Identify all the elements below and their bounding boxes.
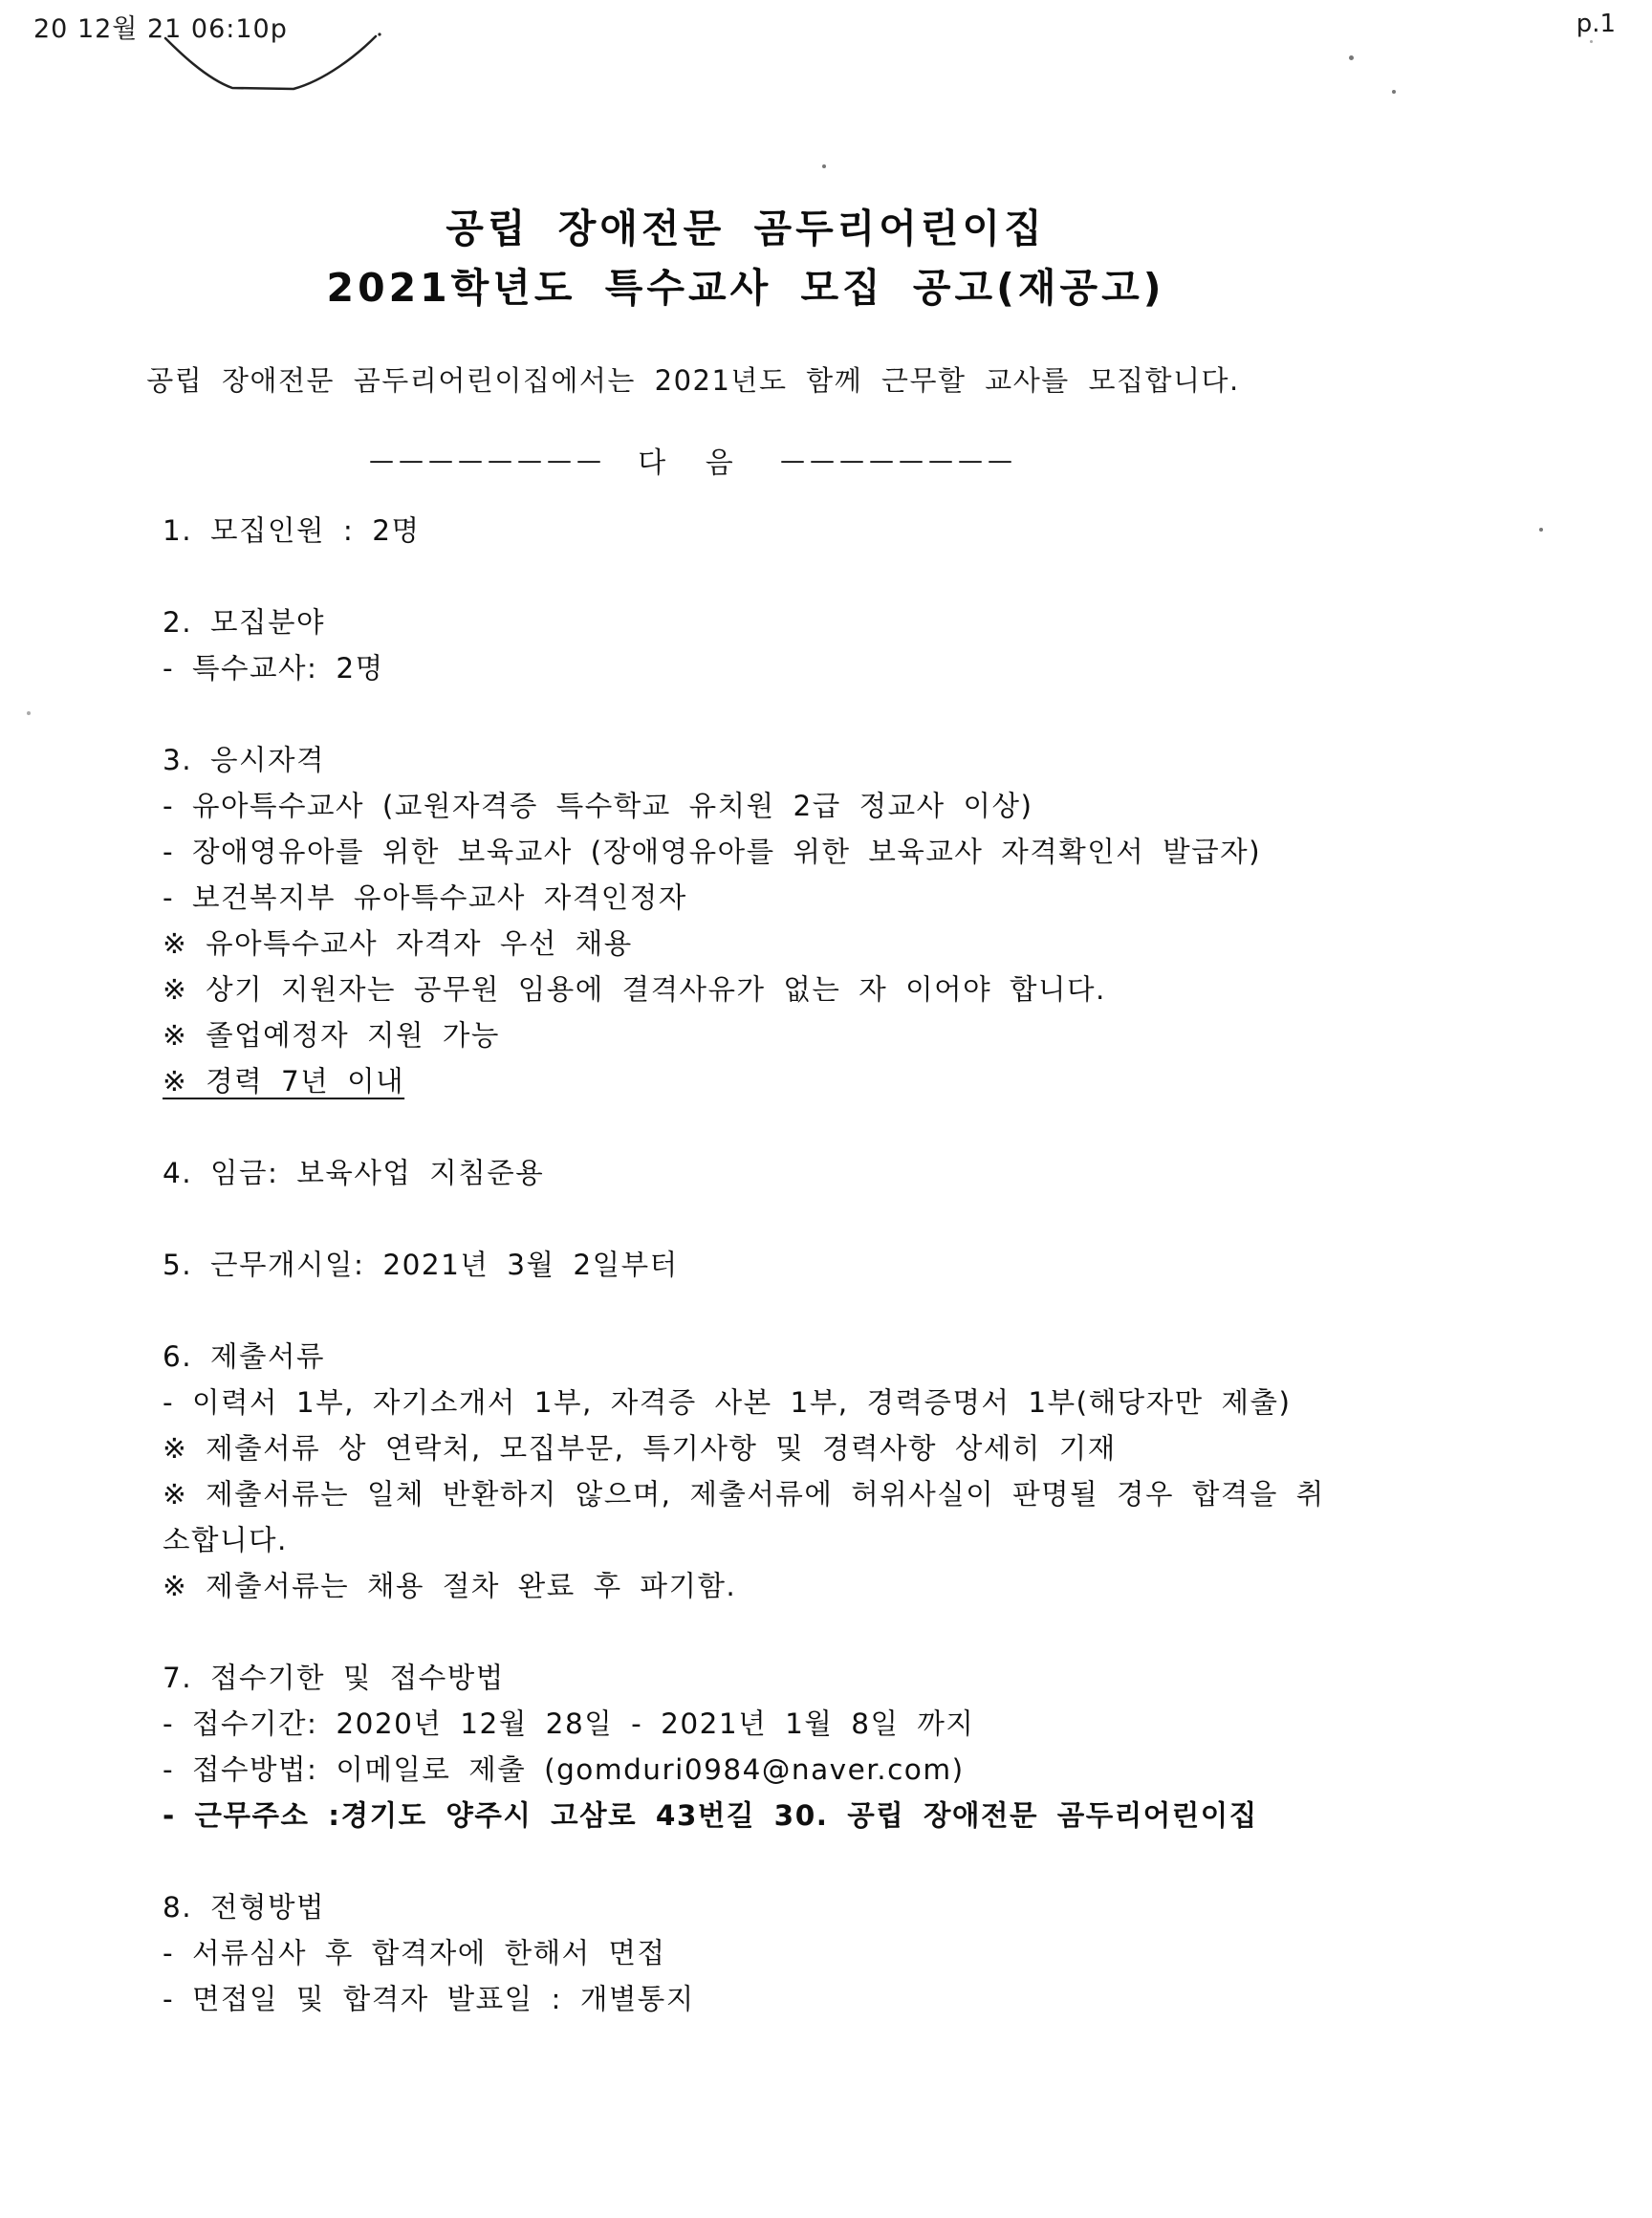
document-body bbox=[0, 508, 1652, 2022]
document-line: ※ 졸업예정자 지원 가능 bbox=[163, 1019, 500, 1052]
document-line: 소합니다. bbox=[163, 1524, 288, 1556]
document-line: - 보건복지부 유아특수교사 자격인정자 bbox=[163, 881, 687, 914]
document-line: 7. 접수기한 및 접수방법 bbox=[163, 1662, 505, 1694]
document-line: - 면접일 및 합격자 발표일 : 개별통지 bbox=[163, 1983, 695, 2015]
document-title-block bbox=[0, 199, 1491, 317]
divider-dashes-right: ———————— bbox=[779, 446, 1017, 475]
document-line: 6. 제출서류 bbox=[163, 1340, 326, 1373]
intro-paragraph: 공립 장애전문 곰두리어린이집에서는 2021년도 함께 근무할 교사를 모집합니다. bbox=[146, 364, 1240, 397]
fax-timestamp: 20 12월 21 06:10p bbox=[33, 14, 288, 44]
document-section-4 bbox=[163, 1150, 1556, 1196]
divider-dashes-left: ———————— bbox=[369, 446, 607, 475]
document-line: ※ 유아특수교사 자격자 우선 채용 bbox=[163, 927, 633, 960]
document-line: - 접수방법: 이메일로 제출 (gomduri0984@naver.com) bbox=[163, 1753, 965, 1786]
document-section-5 bbox=[163, 1242, 1556, 1288]
document-line: 1. 모집인원 : 2명 bbox=[163, 514, 421, 547]
document-line: 2. 모집분야 bbox=[163, 606, 326, 639]
document-line: 4. 임금: 보육사업 지침준용 bbox=[163, 1157, 545, 1189]
document-line: - 유아특수교사 (교원자격증 특수학교 유치원 2급 정교사 이상) bbox=[163, 790, 1033, 822]
document-line: ※ 경력 7년 이내 bbox=[163, 1065, 405, 1098]
document-line: 8. 전형방법 bbox=[163, 1891, 326, 1924]
document-section-1 bbox=[163, 508, 1556, 554]
divider-label: 다 음 bbox=[638, 446, 749, 480]
document-title-line2: 2021학년도 특수교사 모집 공고(재공고) bbox=[326, 265, 1165, 311]
section-divider bbox=[0, 439, 1386, 481]
document-line: 3. 응시자격 bbox=[163, 744, 326, 776]
document-line: - 특수교사: 2명 bbox=[163, 652, 384, 685]
document-line: ※ 제출서류 상 연락처, 모집부문, 특기사항 및 경력사항 상세히 기재 bbox=[163, 1432, 1117, 1465]
document-line: - 서류심사 후 합격자에 한해서 면접 bbox=[163, 1937, 666, 1969]
document-line: ※ 제출서류는 채용 절차 완료 후 파기함. bbox=[163, 1570, 737, 1602]
document-line: - 근무주소 :경기도 양주시 고삼로 43번길 30. 공립 장애전문 곰두리어린이집 bbox=[163, 1799, 1258, 1832]
document-title-line1: 공립 장애전문 곰두리어린이집 bbox=[446, 206, 1046, 251]
document-line: - 접수기간: 2020년 12월 28일 - 2021년 1월 8일 까지 bbox=[163, 1707, 975, 1740]
document-section-3 bbox=[163, 737, 1556, 1104]
document-line: 5. 근무개시일: 2021년 3월 2일부터 bbox=[163, 1249, 679, 1281]
fax-page-number: p.1 bbox=[1576, 10, 1616, 38]
document-line: - 이력서 1부, 자기소개서 1부, 자격증 사본 1부, 경력증명서 1부(해당자만 제출) bbox=[163, 1386, 1292, 1419]
document-line: - 장애영유아를 위한 보육교사 (장애영유아를 위한 보육교사 자격확인서 발급자) bbox=[163, 836, 1262, 868]
document-section-6 bbox=[163, 1334, 1556, 1609]
document-section-8 bbox=[163, 1884, 1556, 2022]
document-section-7 bbox=[163, 1655, 1556, 1838]
document-section-2 bbox=[163, 599, 1556, 691]
document-line: ※ 제출서류는 일체 반환하지 않으며, 제출서류에 허위사실이 판명될 경우 합격을 취 bbox=[163, 1478, 1325, 1511]
document-line: ※ 상기 지원자는 공무원 임용에 결격사유가 없는 자 이어야 합니다. bbox=[163, 973, 1106, 1006]
